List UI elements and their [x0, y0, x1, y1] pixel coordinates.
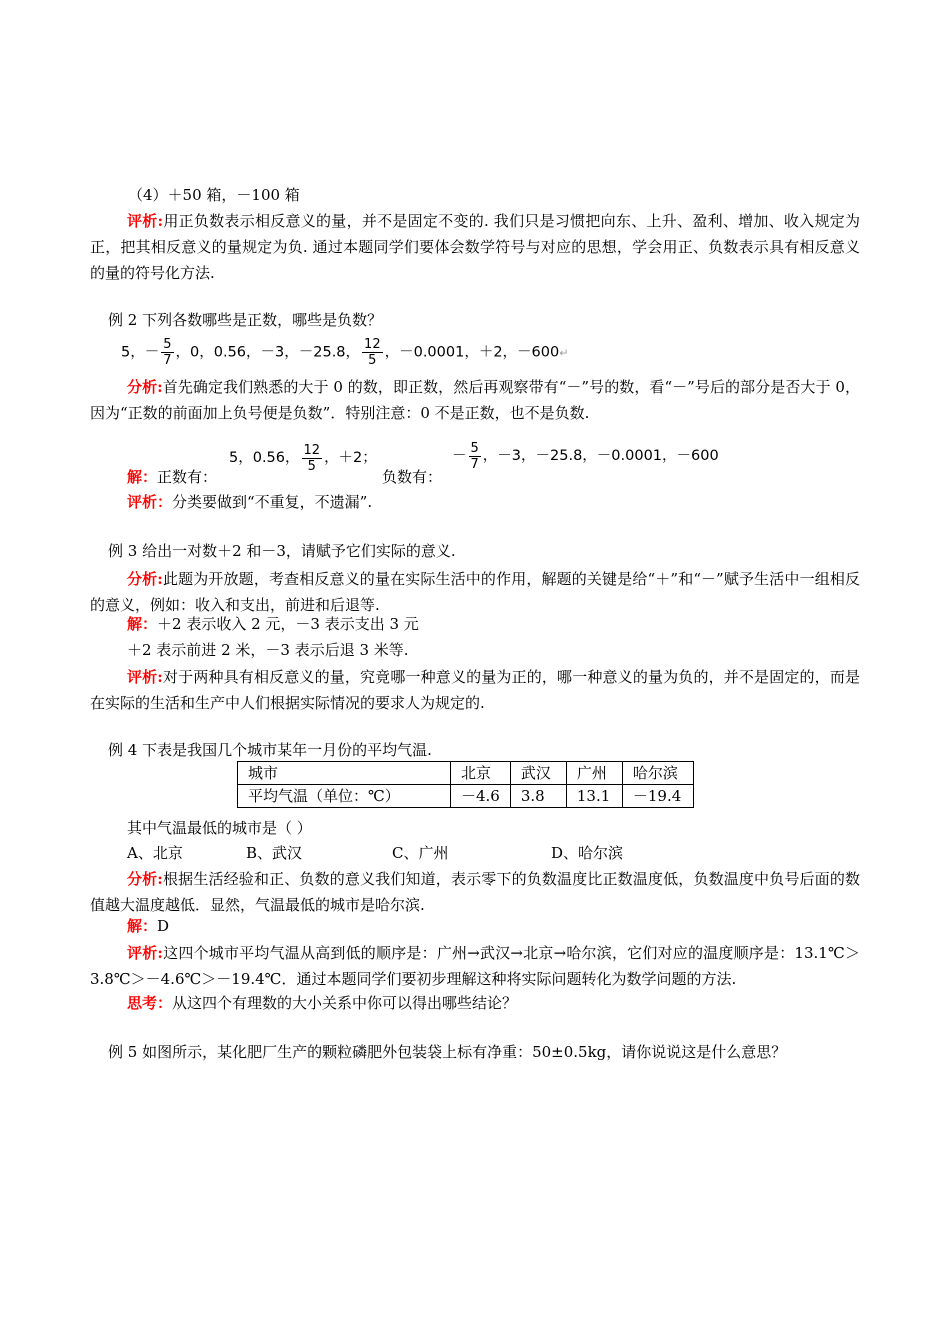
example-3-title: 例 3 给出一对数＋2 和－3，请赋予它们实际的意义.: [108, 542, 456, 560]
negative-numbers: [452, 438, 719, 474]
table-cell: 13.1: [566, 785, 622, 808]
fraction-12-5: [362, 337, 383, 368]
table-cell: －4.6: [451, 785, 511, 808]
solution-label: 解：: [127, 468, 158, 486]
option-d: D、哈尔滨: [551, 844, 624, 862]
comment-label: 评析:: [127, 212, 164, 230]
comment-paragraph-1: [90, 208, 860, 286]
fraction-numerator: 5: [470, 440, 479, 456]
fraction-denominator: 5: [307, 458, 316, 474]
example-2-numbers: [121, 337, 568, 368]
analysis-label: 分析:: [127, 378, 163, 396]
table-cell: 3.8: [510, 785, 566, 808]
example-5-title: 例 5 如图所示，某化肥厂生产的颗粒磷肥外包装袋上标有净重：50±0.5kg，请你说说这是什么意思？: [108, 1043, 787, 1061]
example-4-think: [127, 992, 517, 1014]
example-4-analysis: [90, 866, 860, 918]
table-cell: 城市: [238, 762, 451, 785]
numbers-part: ，－3，－25.8，－0.0001，－600: [482, 448, 719, 464]
option-c: C、广州: [392, 844, 449, 862]
return-mark-icon: ↵: [559, 346, 569, 360]
table-cell: －19.4: [622, 785, 693, 808]
option-a: A、北京: [127, 844, 183, 862]
temperature-table: [237, 761, 694, 808]
fraction-numerator: 12: [364, 337, 381, 352]
solution-label-line: [127, 466, 217, 488]
analysis-label: 分析:: [127, 570, 163, 588]
example-3-solution-2: ＋2 表示前进 2 米，－3 表示后退 3 米等.: [127, 641, 409, 659]
numbers-part: ，＋2；: [324, 450, 377, 466]
fraction-numerator: 5: [163, 337, 172, 352]
comment-text: 对于两种具有相反意义的量，究竟哪一种意义的量为正的，哪一种意义的量为负的，并不是固定的，而是在实际的生活和生产中人们根据实际情况的要求人为规定的.: [90, 668, 860, 712]
fraction-numerator: 12: [303, 442, 321, 458]
example-4-answer: [127, 915, 169, 937]
example-2-title: 例 2 下列各数哪些是正数，哪些是负数？: [108, 311, 383, 329]
fraction-denominator: 5: [368, 353, 377, 368]
think-label: 思考：: [127, 994, 173, 1012]
numbers-part: 5，－: [121, 344, 160, 361]
table-cell: 平均气温（单位：℃）: [238, 785, 451, 808]
analysis-label: 分析:: [127, 870, 163, 888]
solution-label: 解：: [127, 917, 158, 935]
comment-label: 评析:: [127, 668, 163, 686]
positive-label: 正数有：: [157, 468, 218, 486]
comment-text: 分类要做到“不重复，不遗漏”.: [172, 493, 373, 511]
analysis-text: 此题为开放题，考查相反意义的量在实际生活中的作用，解题的关键是给“＋”和“－”赋予生活中一组相反的意义，例如：收入和支出，前进和后退等.: [90, 570, 860, 614]
comment-label: 评析:: [127, 944, 163, 962]
numbers-part: －: [452, 448, 467, 464]
numbers-part: 5，0.56，: [229, 450, 300, 466]
item-4: （4）＋50 箱，－100 箱: [128, 186, 300, 204]
positive-numbers: [229, 440, 377, 476]
analysis-text: 根据生活经验和正、负数的意义我们知道，表示零下的负数温度比正数温度低，负数温度中负号后面的数值越大温度越低．显然，气温最低的城市是哈尔滨.: [90, 870, 860, 914]
option-b: B、武汉: [246, 844, 303, 862]
table-row: [238, 785, 694, 808]
example-3-solution-1: [127, 613, 419, 635]
example-3-analysis: [90, 566, 860, 618]
table-cell: 广州: [566, 762, 622, 785]
example-3-comment: [90, 664, 860, 716]
answer-text: D: [157, 917, 170, 935]
fraction-denominator: 7: [163, 353, 172, 368]
fraction-12-5: [302, 443, 323, 474]
comment-label: 评析：: [127, 493, 173, 511]
example-4-title: 例 4 下表是我国几个城市某年一月份的平均气温.: [108, 741, 432, 759]
fraction-5-7: [161, 337, 173, 368]
numbers-part: ，－0.0001，＋2，－600: [384, 344, 560, 361]
table-cell: 武汉: [510, 762, 566, 785]
fraction-denominator: 7: [470, 456, 479, 472]
numbers-part: ，0，0.56，－3，－25.8，: [175, 344, 361, 361]
comment-text: 这四个城市平均气温从高到低的顺序是：广州→武汉→北京→哈尔滨，它们对应的温度顺序是：13.1℃＞3.8℃＞－4.6℃＞－19.4℃．通过本题同学们要初步理解这种将实际问题转化为数学问题的方法.: [90, 944, 860, 988]
think-text: 从这四个有理数的大小关系中你可以得出哪些结论？: [172, 994, 518, 1012]
fraction-5-7: [469, 441, 481, 472]
example-4-question: 其中气温最低的城市是（ ）: [127, 819, 312, 837]
solution-text: ＋2 表示收入 2 元，－3 表示支出 3 元: [157, 615, 419, 633]
negative-label: 负数有：: [382, 468, 443, 486]
table-cell: 哈尔滨: [622, 762, 693, 785]
example-2-comment: [127, 491, 372, 513]
solution-label: 解：: [127, 615, 158, 633]
table-header-row: [238, 762, 694, 785]
example-4-comment: [90, 940, 860, 992]
table-cell: 北京: [451, 762, 511, 785]
example-2-analysis: [90, 374, 860, 426]
analysis-text: 首先确定我们熟悉的大于 0 的数，即正数，然后再观察带有“－”号的数，看“－”号后的部分是否大于 0，因为“正数的前面加上负号便是负数”．特别注意：0 不是正数，也不是负数.: [90, 378, 860, 422]
comment-text: 用正负数表示相反意义的量，并不是固定不变的. 我们只是习惯把向东、上升、盈利、增加、收入规定为正，把其相反意义的量规定为负. 通过本题同学们要体会数学符号与对应的思想，学会用正、负数表示具有相反意义的量的符号化方法.: [90, 212, 860, 282]
